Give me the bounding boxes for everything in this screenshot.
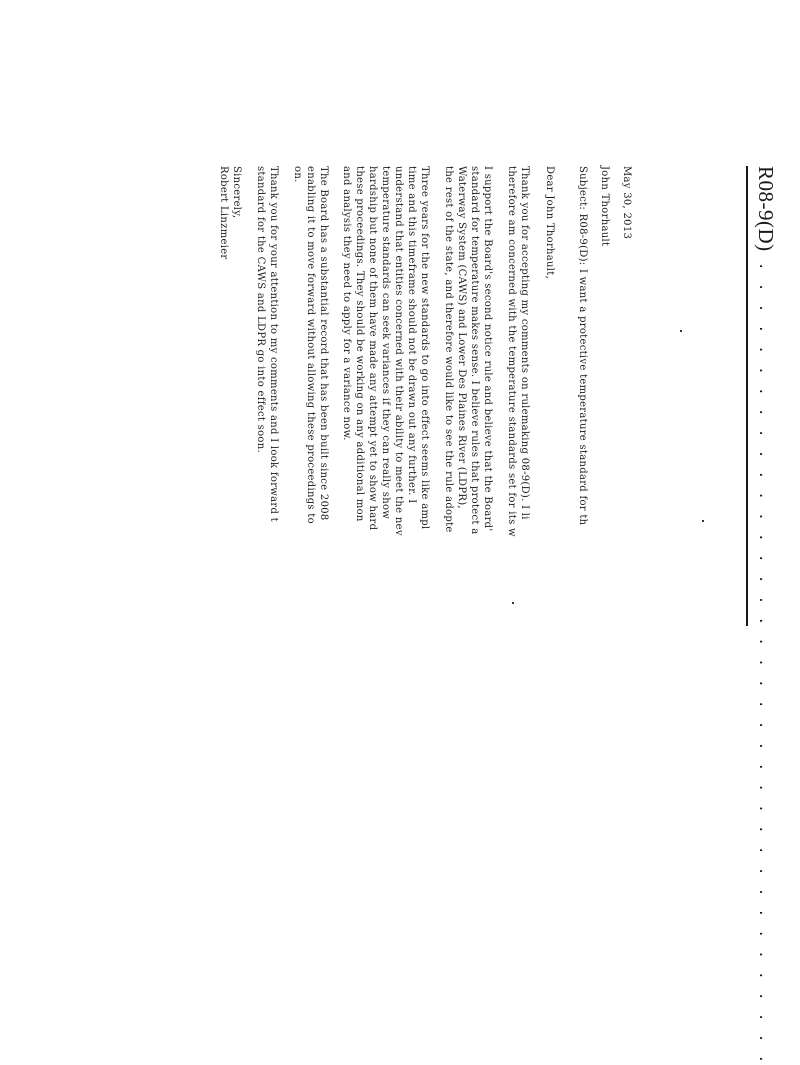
paragraph-4-line: The Board has a substantial record that has been built since 2008	[318, 166, 329, 521]
paragraph-3-line: and analysis they need to apply for a variance now.	[341, 166, 352, 441]
paragraph-3-line: these proceedings. They should be working on any additional mon	[354, 166, 365, 522]
paragraph-3-line: understand that entities concerned with their ability to meet the nev	[393, 166, 404, 536]
paragraph-3-line: Three years for the new standards to go into effect seems like ampl	[419, 166, 430, 530]
letter-salutation: Dear John Thorhault,	[544, 166, 555, 280]
scan-speck	[512, 602, 514, 604]
paragraph-1-line: therefore am concerned with the temperature standards set for its w	[506, 166, 517, 537]
paragraph-5-line: Thank you for your attention to my comments and I look forward t	[268, 166, 279, 522]
paragraph-3-line: time and this timeframe should not be drawn out any further. I	[406, 166, 417, 504]
paragraph-2-line: the rest of the state, and therefore would like to see the rule adopte	[443, 166, 454, 533]
letter-signature: Robert Linzmeier	[218, 166, 229, 260]
letter-subject: Subject: R08-9(D): I want a protective temperature standard for th	[577, 166, 588, 526]
paragraph-2-line: standard for temperature makes sense. I believe rules that protect a	[469, 166, 480, 535]
letter-closing: Sincerely,	[231, 166, 242, 219]
paragraph-2-line: I support the Board's second notice rule and believe that the Board'	[482, 166, 493, 532]
paragraph-1-line: Thank you for accepting my comments on rulemaking 08-9(D). I li	[519, 166, 530, 520]
paragraph-4-line: enabling it to move forward without allowing these proceedings to	[305, 166, 316, 524]
paragraph-5-line: standard for the CAWS and LDPR go into effect soon.	[255, 166, 266, 453]
paragraph-2-line: Waterway System (CAWS) and Lower Des Plaines River (LDPR),	[456, 166, 467, 509]
heading-leader-dots: . . . . . . . . . . . . . . . . . . . . . . . . . . . . . . . . . . . . . . .	[756, 262, 772, 1065]
letter-recipient: John Thorhault	[599, 166, 610, 247]
paragraph-4-line: on.	[292, 166, 303, 183]
paragraph-3-line: hardship but none of them have made any attempt yet to show hard	[367, 166, 378, 531]
scan-speck	[680, 330, 682, 332]
scan-speck	[702, 520, 704, 522]
letter-date: May 30, 2013	[621, 166, 632, 240]
heading-rule	[746, 166, 748, 626]
paragraph-3-line: temperature standards can seek variances if they can really show	[380, 166, 391, 520]
docket-heading: R08-9(D)	[754, 166, 778, 252]
